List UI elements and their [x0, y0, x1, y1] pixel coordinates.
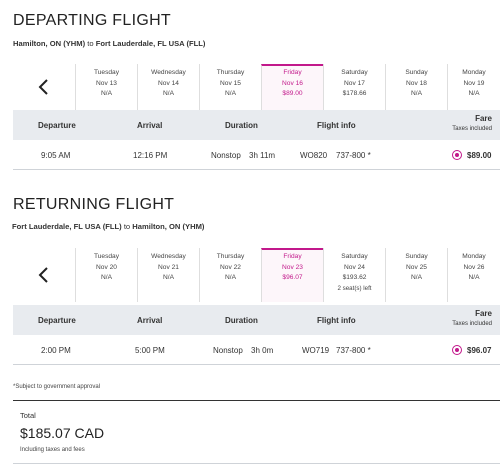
government-approval-note: *Subject to government approval [13, 384, 101, 390]
returning-connector: to [123, 222, 131, 231]
flight-stops: Nonstop [213, 346, 243, 355]
header-flight-info: Flight info [317, 316, 356, 325]
flight-duration: 3h 11m [249, 151, 276, 160]
day-weekday: Monday [462, 253, 486, 260]
day-price: N/A [163, 274, 174, 281]
day-price: N/A [101, 90, 112, 97]
header-fare-label: Fare [475, 309, 492, 318]
day-date: Nov 14 [158, 79, 179, 87]
departing-destination: Fort Lauderdale, FL USA (FLL) [95, 39, 206, 48]
departing-day-tuesday[interactable] [75, 64, 137, 110]
flight-arrival-time: 12:16 PM [133, 151, 168, 160]
header-fare-sub: Taxes included [452, 126, 492, 132]
flight-departure-time: 9:05 AM [41, 151, 71, 160]
day-date: Nov 25 [406, 263, 427, 271]
returning-table-header [13, 305, 500, 335]
flight-number: WO719 [302, 346, 330, 355]
returning-day-thursday[interactable] [199, 248, 261, 302]
day-weekday: Sunday [405, 69, 428, 76]
returning-day-tuesday[interactable] [75, 248, 137, 302]
departing-day-wednesday[interactable] [137, 64, 199, 110]
day-price: N/A [411, 90, 422, 97]
day-date: Nov 22 [220, 263, 241, 271]
header-fare [452, 114, 492, 134]
flight-duration: 3h 0m [251, 346, 274, 355]
day-weekday: Friday [283, 69, 302, 76]
returning-day-wednesday[interactable] [137, 248, 199, 302]
departing-title: DEPARTING FLIGHT [13, 12, 172, 29]
departing-route [13, 39, 205, 48]
chevron-left-icon [38, 79, 50, 95]
day-date: Nov 20 [96, 263, 117, 271]
returning-day-saturday[interactable] [323, 248, 385, 302]
day-weekday: Tuesday [93, 69, 120, 76]
header-arrival: Arrival [137, 316, 163, 325]
day-weekday: Saturday [341, 69, 368, 76]
departing-origin: Hamilton, ON (YHM) [13, 39, 86, 48]
day-weekday: Wednesday [151, 253, 186, 260]
flight-fare: $96.07 [467, 346, 492, 355]
returning-day-sunday[interactable] [385, 248, 447, 302]
header-departure: Departure [38, 121, 76, 130]
day-date: Nov 19 [463, 79, 485, 87]
header-duration: Duration [225, 121, 258, 130]
returning-day-monday[interactable] [447, 248, 500, 302]
flight-departure-time: 2:00 PM [41, 346, 71, 355]
day-weekday: Wednesday [151, 69, 186, 76]
day-price: N/A [163, 90, 174, 97]
day-price: $178.66 [342, 90, 367, 97]
day-date: Nov 15 [220, 79, 241, 87]
total-sub: Including taxes and fees [20, 447, 85, 453]
day-price: N/A [468, 274, 480, 281]
returning-prev-week-button[interactable] [13, 248, 75, 302]
departing-day-sunday[interactable] [385, 64, 447, 110]
day-price: N/A [225, 274, 236, 281]
departing-day-thursday[interactable] [199, 64, 261, 110]
flight-aircraft: 737-800 * [336, 346, 371, 355]
day-date: Nov 13 [96, 79, 117, 87]
departing-day-saturday[interactable] [323, 64, 385, 110]
header-duration: Duration [225, 316, 258, 325]
day-date: Nov 23 [282, 263, 303, 271]
chevron-left-icon [38, 267, 50, 283]
returning-destination: Hamilton, ON (YHM) [132, 222, 205, 231]
day-weekday: Thursday [216, 253, 245, 260]
day-price: N/A [468, 90, 480, 97]
flight-aircraft: 737-800 * [336, 151, 371, 160]
radio-selected-icon[interactable] [452, 150, 462, 160]
day-price: N/A [411, 274, 422, 281]
day-price: N/A [101, 274, 112, 281]
flight-stops: Nonstop [211, 151, 241, 160]
returning-origin: Fort Lauderdale, FL USA (FLL) [12, 222, 122, 231]
returning-date-bar [13, 248, 500, 302]
header-fare [452, 309, 492, 329]
day-weekday: Saturday [341, 253, 368, 260]
day-date: Nov 16 [282, 79, 303, 87]
departing-date-bar [13, 64, 500, 110]
day-date: Nov 21 [158, 263, 179, 271]
header-fare-sub: Taxes included [452, 321, 492, 327]
returning-day-friday[interactable] [261, 248, 323, 302]
departing-day-friday[interactable] [261, 64, 323, 110]
day-seats-left: 2 seat(s) left [337, 284, 372, 292]
day-weekday: Tuesday [93, 253, 120, 260]
header-arrival: Arrival [137, 121, 163, 130]
flight-fare: $89.00 [467, 151, 492, 160]
departing-prev-week-button[interactable] [13, 64, 75, 110]
departing-connector: to [87, 39, 94, 48]
total-box [13, 400, 500, 464]
returning-route [12, 222, 204, 231]
day-date: Nov 18 [406, 79, 427, 87]
returning-flight-row[interactable] [13, 335, 500, 365]
day-date: Nov 17 [344, 79, 365, 87]
departing-flight-row[interactable] [13, 140, 500, 170]
flight-number: WO820 [300, 151, 328, 160]
header-fare-label: Fare [475, 114, 492, 123]
day-price: N/A [225, 90, 236, 97]
radio-selected-icon[interactable] [452, 345, 462, 355]
day-weekday: Sunday [405, 253, 428, 260]
flight-arrival-time: 5:00 PM [135, 346, 165, 355]
departing-day-monday[interactable] [447, 64, 500, 110]
returning-title: RETURNING FLIGHT [13, 196, 175, 213]
day-date: Nov 26 [463, 263, 485, 271]
day-weekday: Friday [283, 253, 302, 260]
header-flight-info: Flight info [317, 121, 356, 130]
header-departure: Departure [38, 316, 76, 325]
day-price: $89.00 [282, 90, 303, 97]
day-date: Nov 24 [344, 263, 365, 271]
total-label: Total [20, 411, 36, 420]
total-amount: $185.07 CAD [20, 425, 105, 441]
day-weekday: Thursday [216, 69, 245, 76]
day-price: $193.62 [342, 274, 367, 281]
day-price: $96.07 [282, 274, 303, 281]
departing-table-header [13, 110, 500, 140]
day-weekday: Monday [462, 69, 486, 76]
